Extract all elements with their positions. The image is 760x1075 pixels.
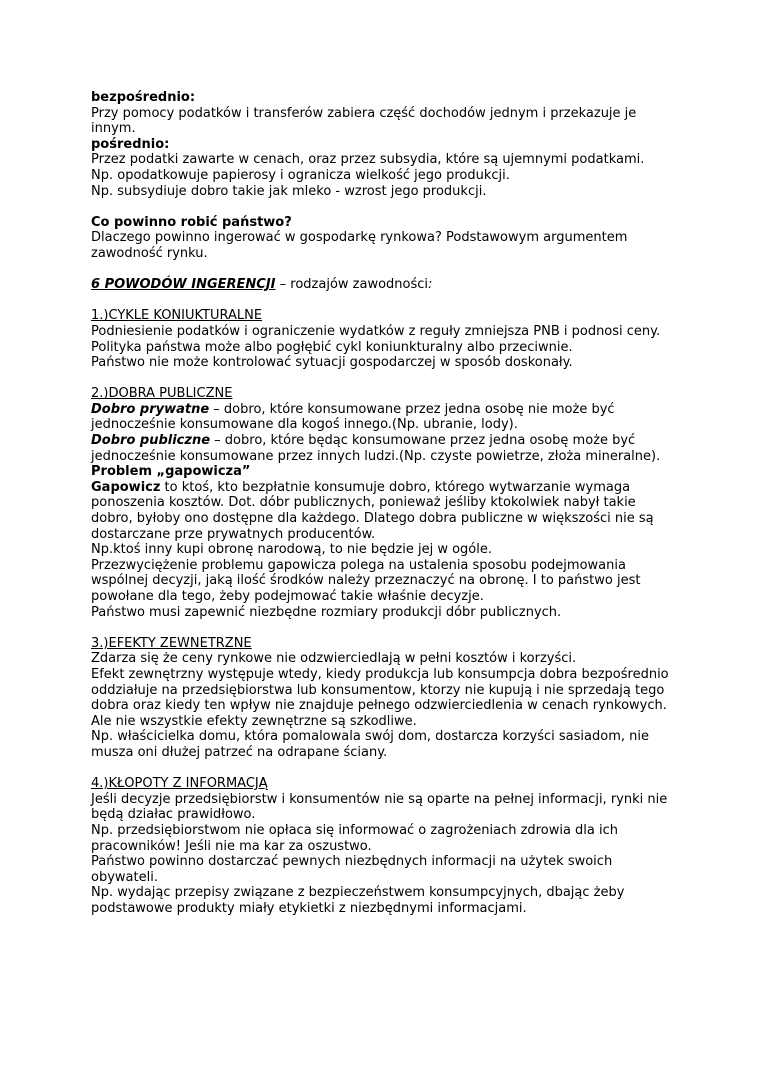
subheading-dobra-publiczne: 2.)DOBRA PUBLICZNE: [91, 386, 233, 402]
subheading-klopoty: 4.)KŁOPOTY Z INFORMACJĄ: [91, 776, 268, 792]
paragraph: Państwo powinno dostarczać pewnych niezbędnych informacji na użytek swoich obywateli.: [91, 854, 613, 885]
paragraph: Np. opodatkowuje papierosy i ogranicza wielkość jego produkcji.: [91, 167, 510, 183]
heading-problem-gapowicza: Problem „gapowicza”: [91, 464, 251, 480]
document-page: [91, 90, 671, 916]
definition-text: – dobro, które konsumowane przez jedna osobę nie może być jednocześnie konsumowane dla kogoś innego.(Np. ubranie, lody).: [91, 401, 615, 433]
heading-bezposrednio: bezpośrednio:: [91, 90, 196, 105]
paragraph: Efekt zewnętrzny występuje wtedy, kiedy produkcja lub konsumpcja dobra bezpośrednio oddziałuje na przedsiębiorstwa lub konsumentow, ktorzy nie kupują i nie sprzedają tego dobra oraz kiedy ten wpływ nie znajduje pełnego odzwierciedlenia w cenach rynkowych.: [91, 666, 669, 714]
section-title-colon: :: [428, 277, 433, 293]
paragraph: Państwo nie może kontrolować sytuacji gospodarczej w sposób doskonały.: [91, 355, 573, 371]
paragraph: Np. właścicielka domu, która pomalowala swój dom, dostarcza korzyści sasiadom, nie musza oni dłużej patrzeć na odrapane ściany.: [91, 729, 649, 760]
section-title-emphasis: 6 POWODÓW INGERENCJI: [91, 277, 276, 293]
paragraph: Dlaczego powinno ingerować w gospodarkę rynkowa? Podstawowym argumentem zawodność rynku.: [91, 230, 628, 261]
term: Dobro prywatne: [91, 401, 210, 417]
heading-posrednio: pośrednio:: [91, 136, 170, 152]
paragraph: Przez podatki zawarte w cenach, oraz przez subsydia, które są ujemnymi podatkami.: [91, 152, 645, 168]
paragraph: Np. subsydiuje dobro takie jak mleko - wzrost jego produkcji.: [91, 183, 487, 199]
section-title-rest: – rodzajów zawodności: [275, 277, 429, 293]
paragraph: Zdarza się że ceny rynkowe nie odzwierciedlają w pełni kosztów i korzyści.: [91, 651, 577, 667]
paragraph: Państwo musi zapewnić niezbędne rozmiary produkcji dóbr publicznych.: [91, 604, 562, 620]
definition-text: – dobro, które będąc konsumowane przez jedna osobę może być jednocześnie konsumowane przez innych ludzi.(Np. czyste powietrze, złoża mineralne).: [91, 433, 661, 464]
paragraph: Podniesienie podatków i ograniczenie wydatków z reguły zmniejsza PNB i podnosi ceny.: [91, 323, 661, 339]
definition-text: to ktoś, kto bezpłatnie konsumuje dobro, którego wytwarzanie wymaga ponoszenia kosztów. Dot. dóbr publicznych, ponieważ jeśliby ktokolwiek nabył takie dobro, byłoby ono dostępne dla każdego. Dlatego dobra publiczne w większości nie są dostarczane prze prywatnych producentów.: [91, 479, 654, 542]
paragraph: Np.ktoś inny kupi obronę narodową, to nie będzie jej w ogóle.: [91, 542, 493, 558]
heading-co-powinno: Co powinno robić państwo?: [91, 214, 292, 230]
subheading-efekty: 3.)EFEKTY ZEWNETRZNE: [91, 635, 252, 651]
subheading-cykle: 1.)CYKLE KONIUKTURALNE: [91, 308, 263, 324]
term: Gapowicz: [91, 479, 161, 495]
section-title-powody: [91, 277, 671, 293]
paragraph: Np. przedsiębiorstwom nie opłaca się informować o zagrożeniach zdrowia dla ich pracowników! Jeśli nie ma kar za oszustwo.: [91, 822, 619, 854]
definition-dobro-publiczne: [91, 433, 671, 464]
definition-gapowicz: [91, 480, 671, 542]
paragraph: Polityka państwa może albo pogłębić cykl koniunkturalny albo przeciwnie.: [91, 339, 573, 355]
paragraph: Np. wydając przepisy związane z bezpieczeństwem konsumpcyjnych, dbając żeby podstawowe produkty miały etykietki z niezbędnymi informacjami.: [91, 885, 625, 916]
paragraph: Jeśli decyzje przedsiębiorstw i konsumentów nie są oparte na pełnej informacji, rynki nie będą działac prawidłowo.: [91, 791, 668, 823]
paragraph: Ale nie wszystkie efekty zewnętrzne są szkodliwe.: [91, 713, 417, 729]
term: Dobro publiczne: [91, 433, 211, 449]
paragraph: Przy pomocy podatków i transferów zabiera część dochodów jednym i przekazuje je innym.: [91, 105, 637, 137]
paragraph: Przezwyciężenie problemu gapowicza polega na ustalenia sposobu podejmowania wspólnej decyzji, jaką ilość środków należy przeznaczyć na obronę. I to państwo jest powołane dla tego, żeby podejmować takie właśnie decyzje.: [91, 557, 641, 604]
definition-dobro-prywatne: [91, 402, 671, 433]
